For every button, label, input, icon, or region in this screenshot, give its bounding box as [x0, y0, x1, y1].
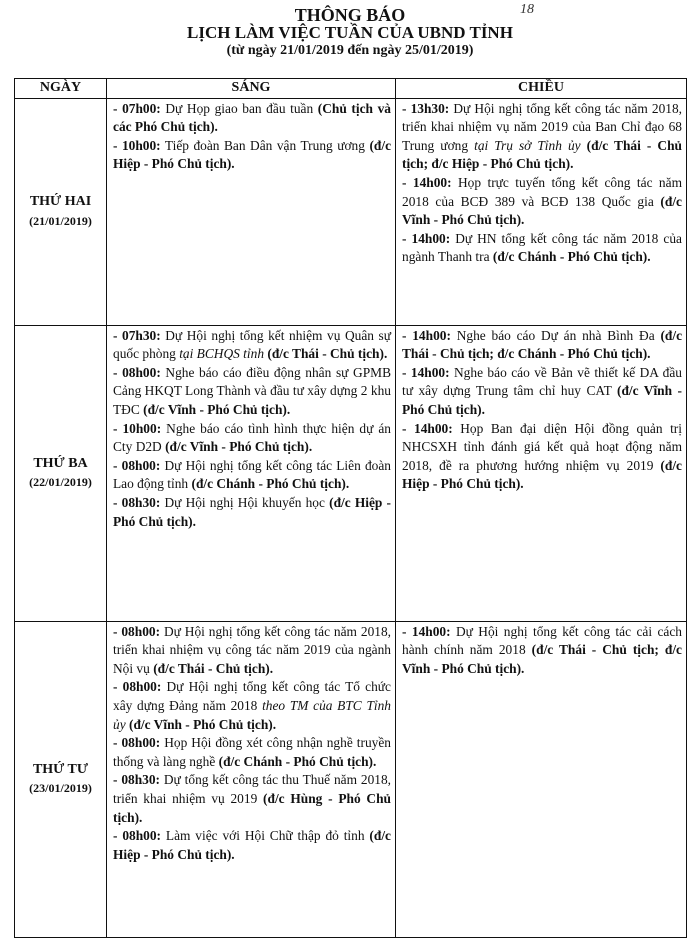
- day-date: (21/01/2019): [29, 213, 92, 228]
- schedule-entry: [113, 420, 391, 457]
- entry-text: Họp Ban đại diện Hội đồng quản trị NHCSXH tỉnh đánh giá kết quả hoạt động năm 2018, đề ra phương hướng nhiệm vụ 2019: [402, 420, 682, 473]
- schedule-entry: [402, 420, 682, 494]
- entry-text: Dự Hội nghị tổng kết công tác cải cách hành chính năm 2018: [402, 623, 682, 658]
- entry-text: Dự Họp giao ban đầu tuần: [160, 100, 318, 116]
- entry-text: Làm việc với Hội Chữ thập đỏ tỉnh: [161, 828, 370, 844]
- entry-bold-text: - 08h30:: [113, 494, 161, 510]
- afternoon-cell: [396, 98, 687, 325]
- entry-bold-text: (đ/c Vĩnh - Phó Chủ tịch).: [402, 193, 682, 228]
- entry-bold-text: (đ/c Vĩnh - Phó Chủ tịch).: [165, 439, 313, 455]
- day-name: THỨ HAI: [29, 194, 92, 209]
- afternoon-cell: [396, 325, 687, 621]
- entry-bold-text: - 14h00:: [402, 420, 453, 436]
- entry-text: Nghe báo cáo Dự án nhà Bình Đa: [450, 327, 661, 343]
- schedule-entry: [113, 678, 391, 734]
- entry-text: Nghe báo cáo về Bản vẽ thiết kế DA đầu tư xây dựng Trung tâm chỉ huy CAT: [402, 364, 682, 399]
- entry-italic-text: tại BCHQS tỉnh: [179, 346, 265, 362]
- document-header: [0, 0, 700, 60]
- entry-bold-text: (đ/c Hiệp - Phó Chủ tịch).: [402, 457, 682, 492]
- entry-bold-text: (đ/c Thái - Chủ tịch; đ/c Vĩnh - Phó Chủ tịch).: [402, 642, 682, 676]
- schedule-entry: [402, 623, 682, 679]
- afternoon-cell: [396, 621, 687, 937]
- entry-bold-text: (đ/c Chánh - Phó Chủ tịch).: [492, 249, 651, 265]
- schedule-entry: [113, 327, 391, 364]
- entry-italic-text: theo TM của BTC Tỉnh ủy: [113, 697, 391, 732]
- schedule-entry: [402, 174, 682, 230]
- header-morning: SÁNG: [107, 79, 396, 99]
- entry-bold-text: - 10h00:: [113, 137, 161, 153]
- entry-text: Dự Hội nghị tổng kết công tác năm 2018, triển khai nhiệm vụ năm 2019 của Ban Chỉ đạo 68 Trung ương: [402, 100, 683, 153]
- entry-bold-text: - 14h00:: [402, 364, 450, 380]
- schedule-entry: [113, 457, 391, 494]
- header-afternoon: CHIỀU: [396, 79, 687, 99]
- date-range: (từ ngày 21/01/2019 đến ngày 25/01/2019): [226, 43, 474, 58]
- entry-bold-text: (đ/c Hùng - Phó Chủ tịch).: [113, 790, 391, 825]
- entry-bold-text: - 08h00:: [113, 364, 161, 380]
- day-row-monday: [15, 98, 687, 325]
- schedule-entry: [113, 494, 391, 531]
- day-name: THỨ TƯ: [32, 761, 89, 777]
- entry-text: Nghe báo cáo tình hình thực hiện dự án Cty D2D: [113, 420, 391, 455]
- document-title: THÔNG BÁO: [294, 5, 406, 25]
- entry-bold-text: (đ/c Vĩnh - Phó Chủ tịch).: [143, 401, 291, 417]
- schedule-entry: [113, 100, 391, 137]
- morning-cell: [107, 621, 396, 937]
- header-day: NGÀY: [15, 79, 107, 99]
- entry-bold-text: (đ/c Vĩnh - Phó Chủ tịch).: [129, 716, 277, 732]
- entry-bold-text: (đ/c Thái - Chủ tịch).: [267, 346, 388, 362]
- morning-cell: [107, 98, 396, 325]
- schedule-entry: [113, 364, 391, 420]
- table-header-row: [15, 79, 687, 99]
- entry-text: Dự Hội nghị Hội khuyến học: [160, 494, 330, 510]
- day-row-tuesday: [15, 325, 687, 621]
- entry-text: Dự HN tổng kết công tác năm 2018 của ngành Thanh tra: [402, 230, 682, 265]
- schedule-entry: [113, 623, 391, 679]
- day-cell: [15, 98, 107, 325]
- day-date: (22/01/2019): [29, 475, 92, 490]
- schedule-table: [14, 78, 687, 938]
- schedule-entry: [113, 137, 391, 174]
- entry-bold-text: - 14h00:: [402, 623, 451, 639]
- entry-text: Dự tổng kết công tác thu Thuế năm 2018, triển khai nhiệm vụ 2019: [113, 772, 391, 806]
- entry-bold-text: (đ/c Thái - Chủ tịch).: [153, 660, 274, 676]
- entry-bold-text: (đ/c Chánh - Phó Chủ tịch).: [191, 476, 350, 492]
- entry-bold-text: (Chủ tịch và các Phó Chủ tịch).: [113, 100, 391, 135]
- entry-text: Nghe báo cáo điều động nhân sự GPMB Cảng HKQT Long Thành và đầu tư xây dựng 2 khu TĐC: [113, 364, 391, 417]
- entry-bold-text: - 08h00:: [113, 735, 161, 751]
- entry-text: Họp trực tuyến tổng kết công tác năm 2018 của BCĐ 389 và BCĐ 138 Quốc gia: [402, 174, 682, 209]
- day-date: (23/01/2019): [29, 781, 92, 796]
- entry-text: Tiếp đoàn Ban Dân vận Trung ương: [160, 137, 370, 153]
- entry-bold-text: - 14h00:: [402, 230, 451, 246]
- entry-bold-text: - 14h00:: [402, 174, 452, 190]
- entry-bold-text: - 10h00:: [113, 420, 162, 436]
- day-cell: [15, 621, 107, 937]
- entry-bold-text: - 13h30:: [402, 100, 450, 116]
- entry-text: Họp Hội đồng xét công nhận nghề truyền thống và làng nghề: [113, 735, 391, 769]
- entry-text: Dự Hội nghị tổng kết nhiệm vụ Quân sự quốc phòng: [113, 327, 391, 362]
- entry-bold-text: - 08h30:: [113, 772, 161, 788]
- entry-text: Dự Hội nghị tổng kết công tác Tổ chức xây dựng Đảng năm 2018: [113, 679, 391, 713]
- schedule-entry: [402, 100, 682, 174]
- entry-bold-text: (đ/c Hiệp - Phó Chủ tịch).: [113, 494, 391, 529]
- entry-bold-text: (đ/c Vĩnh - Phó Chủ tịch).: [402, 383, 682, 417]
- entry-bold-text: (đ/c Chánh - Phó Chủ tịch).: [218, 753, 377, 769]
- day-row-wednesday: [15, 621, 687, 937]
- schedule-entry: [402, 327, 682, 364]
- day-name: THỨ BA: [33, 455, 88, 471]
- entry-bold-text: (đ/c Thái - Chủ tịch; đ/c Chánh - Phó Chủ tịch).: [402, 327, 683, 362]
- schedule-entry: [113, 734, 391, 771]
- entry-bold-text: - 14h00:: [402, 327, 451, 343]
- schedule-entry: [113, 827, 391, 864]
- entry-bold-text: (đ/c Hiệp - Phó Chủ tịch).: [113, 828, 391, 862]
- morning-cell: [107, 325, 396, 621]
- entry-bold-text: - 08h00:: [113, 679, 162, 695]
- schedule-entry: [113, 771, 391, 827]
- entry-bold-text: - 08h00:: [113, 623, 161, 639]
- entry-bold-text: - 08h00:: [113, 457, 161, 473]
- entry-bold-text: - 07h00:: [113, 100, 161, 116]
- day-cell: [15, 325, 107, 621]
- entry-italic-text: tại Trụ sở Tỉnh ủy: [474, 137, 581, 153]
- entry-bold-text: - 07h30:: [113, 327, 161, 343]
- entry-text: Dự Hội nghị tổng kết công tác năm 2018, triển khai nhiệm vụ công tác năm 2019 của ngành Nội vụ: [113, 623, 392, 676]
- entry-bold-text: (đ/c Hiệp - Phó Chủ tịch).: [113, 137, 392, 172]
- entry-text: Dự Hội nghị tổng kết công tác Liên đoàn Lao động tỉnh: [113, 457, 391, 492]
- entry-bold-text: - 08h00:: [113, 828, 162, 844]
- document-subtitle: LỊCH LÀM VIỆC TUẦN CỦA UBND TỈNH: [187, 23, 513, 42]
- entry-bold-text: (đ/c Thái - Chủ tịch; đ/c Hiệp - Phó Chủ tịch).: [402, 137, 682, 172]
- schedule-entry: [402, 230, 682, 267]
- schedule-entry: [402, 364, 682, 420]
- page-number: 18: [520, 2, 534, 17]
